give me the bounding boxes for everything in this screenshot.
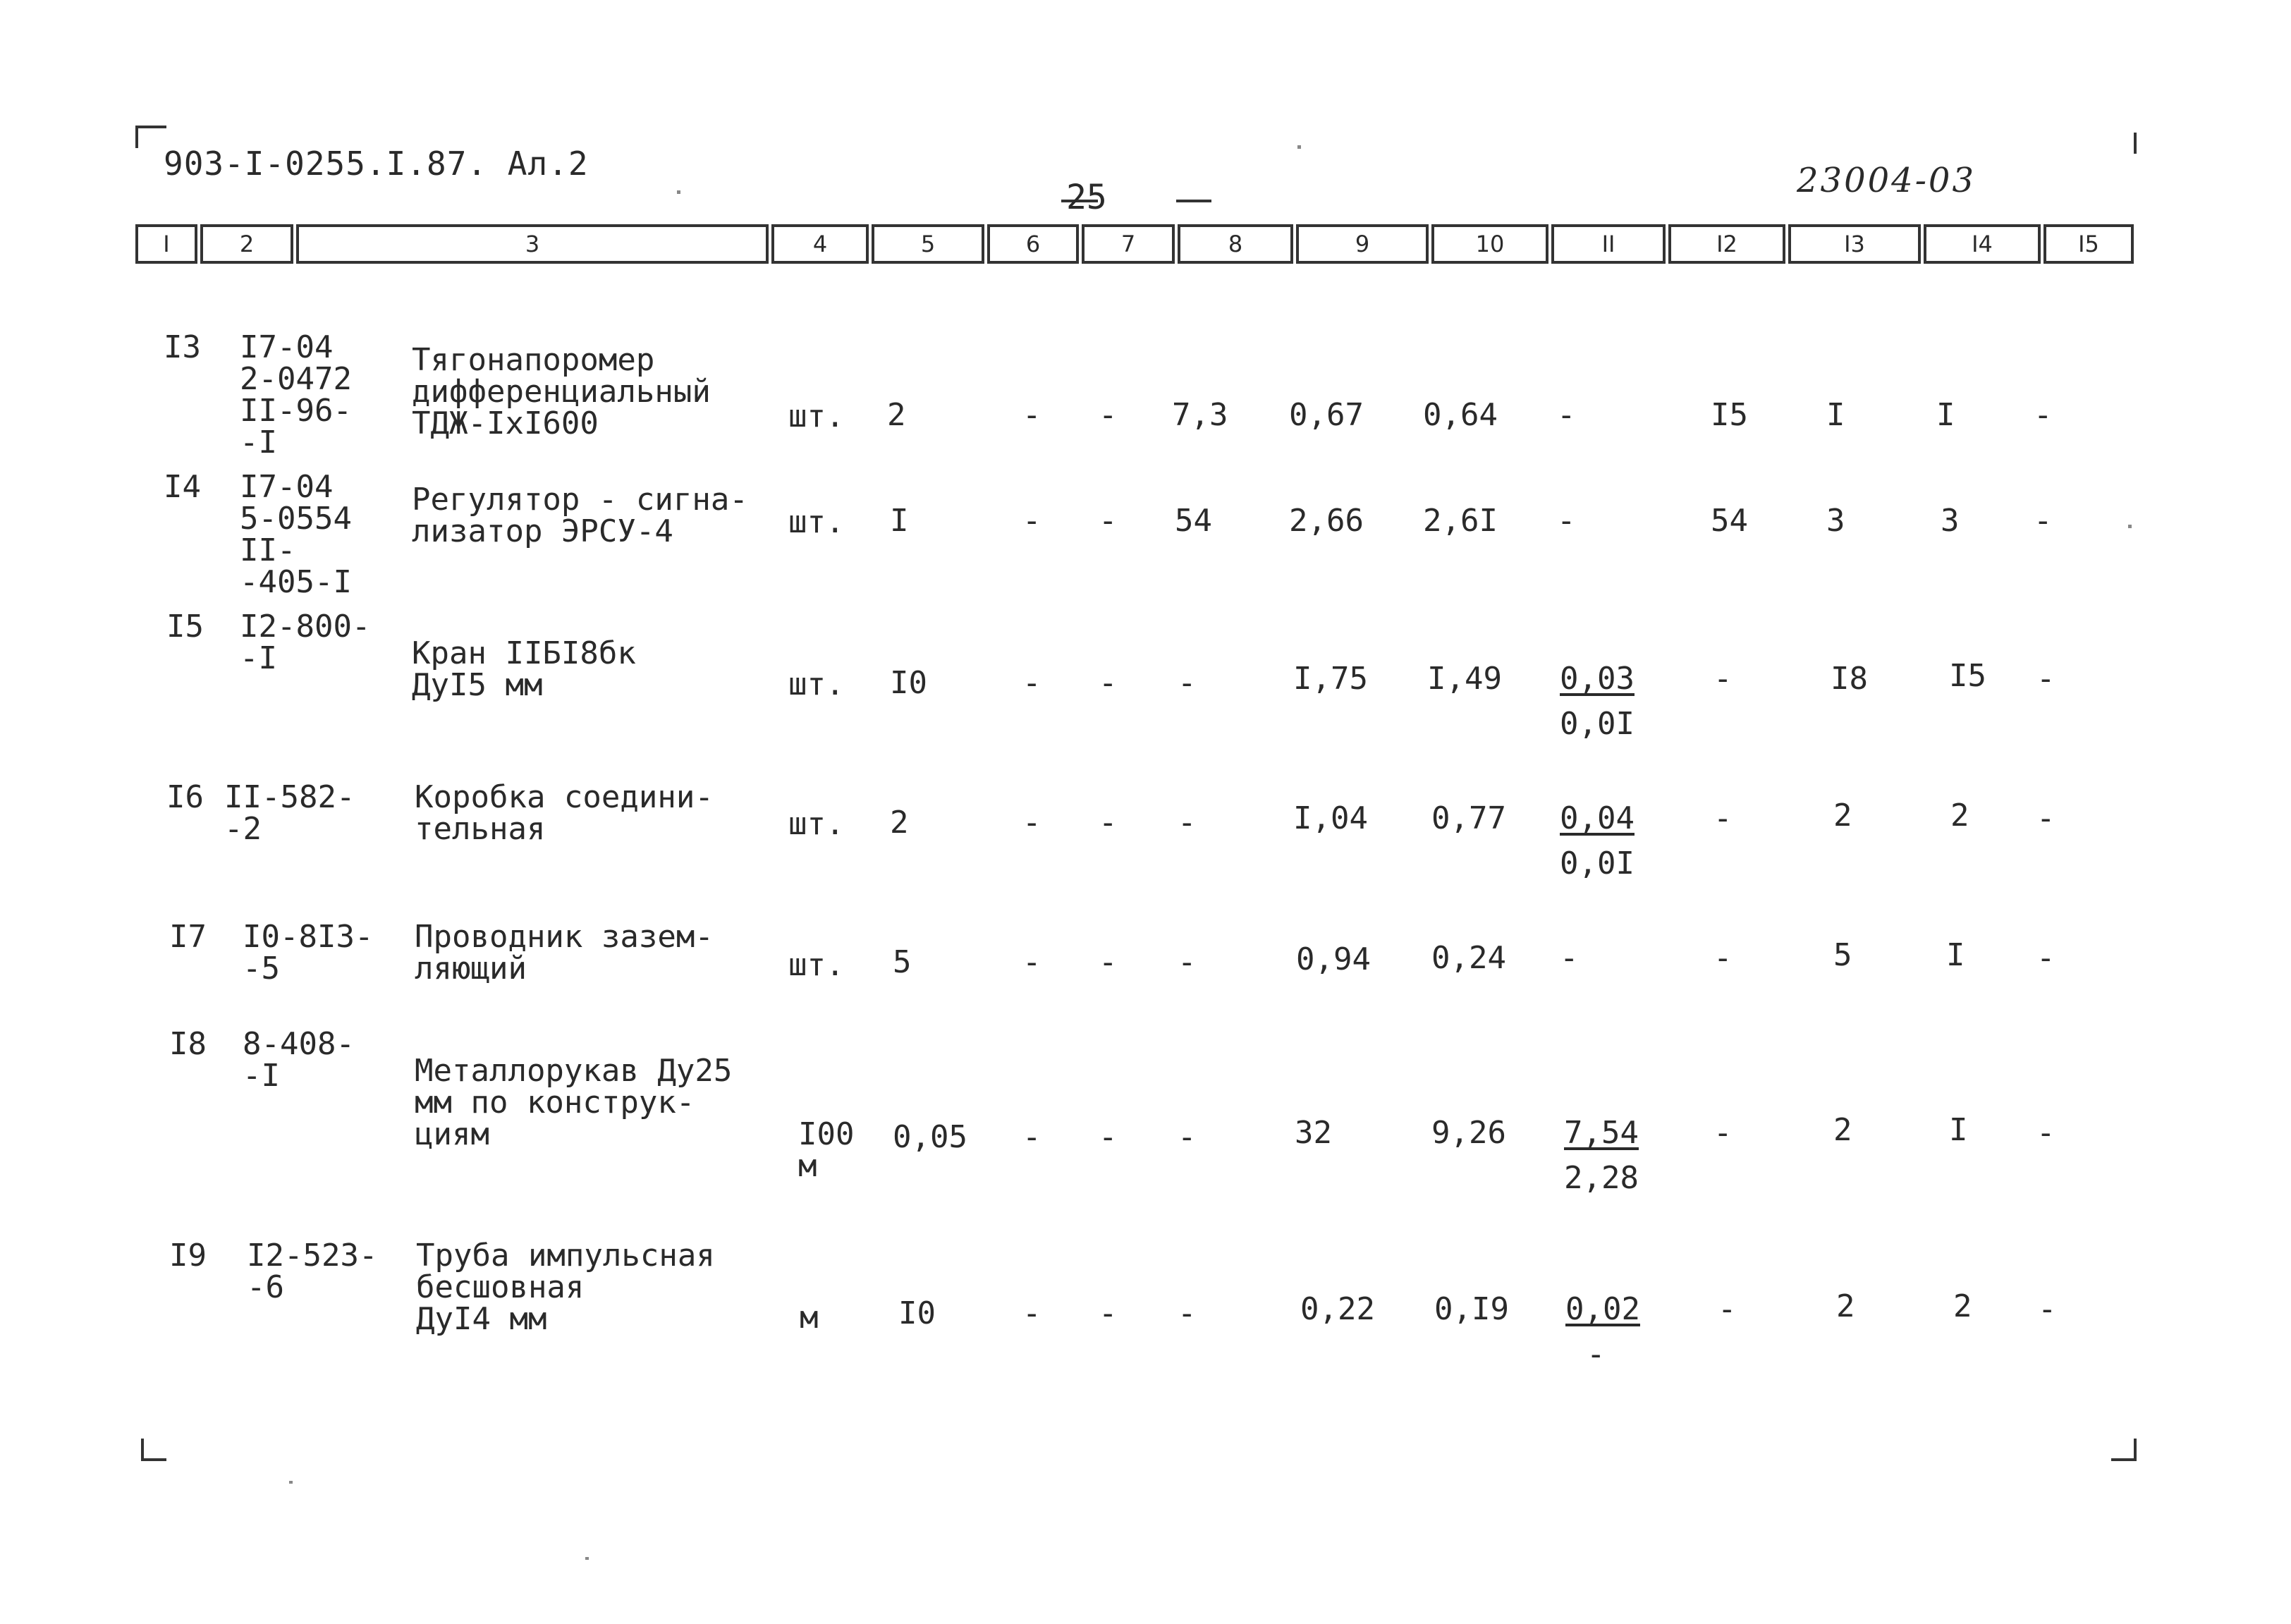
- column-header-8: 8: [1178, 224, 1293, 264]
- column-header-10: 10: [1431, 224, 1548, 264]
- column-header-5: 5: [872, 224, 984, 264]
- col-13-value: 3: [1826, 503, 1845, 539]
- row-number: I5: [166, 609, 204, 645]
- col-11-secondary: 2,28: [1564, 1160, 1639, 1196]
- col-12-value: -: [1718, 1291, 1737, 1327]
- col-11-value: -: [1557, 503, 1576, 539]
- col-13-value: 2: [1836, 1288, 1855, 1324]
- col-9-value: I,75: [1293, 661, 1368, 697]
- item-name: Коробка соедини- тельная: [415, 779, 714, 847]
- crop-mark-bottom-left-h: [141, 1458, 166, 1461]
- item-name: Регулятор - сигна- лизатор ЭРСУ-4: [412, 482, 748, 549]
- column-header-4: 4: [771, 224, 869, 264]
- col-14-value: 2: [1953, 1288, 1972, 1324]
- column-header-12: I2: [1668, 224, 1785, 264]
- col-11-secondary: 0,0I: [1560, 845, 1635, 881]
- col-12-value: -: [1713, 661, 1733, 697]
- col-10-value: 2,6I: [1423, 503, 1498, 539]
- scan-speck: [1297, 145, 1301, 149]
- col-15-value: -: [2034, 397, 2053, 433]
- unit: шт.: [788, 806, 845, 842]
- norm-code: I2-523- -6: [247, 1238, 378, 1305]
- col-6-value: -: [1022, 397, 1041, 433]
- col-15-value: -: [2036, 800, 2055, 836]
- column-header-1: I: [135, 224, 197, 264]
- handwritten-code: 23004-03: [1797, 161, 1976, 200]
- row-number: I4: [164, 469, 201, 505]
- column-header-3: 3: [296, 224, 769, 264]
- col-11-value: 7,54: [1564, 1115, 1639, 1151]
- unit: шт.: [788, 504, 845, 540]
- item-name: Проводник зазем- ляющий: [415, 919, 714, 987]
- row-number: I8: [169, 1026, 207, 1062]
- norm-code: I7-04 5-0554 II- -405-I: [240, 469, 352, 600]
- quantity: 5: [893, 944, 912, 980]
- col-13-value: 2: [1833, 798, 1852, 834]
- quantity: 2: [887, 397, 906, 433]
- col-8-value: -: [1178, 1295, 1197, 1331]
- col-12-value: -: [1713, 800, 1733, 836]
- col-8-value: -: [1178, 944, 1197, 980]
- col-10-value: 9,26: [1431, 1115, 1506, 1151]
- col-6-value: -: [1022, 1119, 1041, 1155]
- quantity: I0: [890, 665, 927, 701]
- col-15-value: -: [2036, 940, 2055, 976]
- col-11-value: 0,02: [1565, 1291, 1640, 1327]
- col-15-value: -: [2034, 503, 2053, 539]
- col-12-value: I5: [1711, 397, 1748, 433]
- crop-mark-top-left-h: [135, 126, 166, 128]
- col-14-value: 2: [1950, 798, 1969, 834]
- col-15-value: -: [2036, 661, 2055, 697]
- norm-code: I2-800- -I: [240, 609, 371, 676]
- quantity: I0: [898, 1295, 936, 1331]
- unit: I00 м: [798, 1116, 855, 1184]
- norm-code: 8-408- -I: [243, 1026, 355, 1094]
- unit: шт.: [788, 398, 845, 434]
- column-header-row: [135, 224, 2137, 268]
- col-10-value: I,49: [1427, 661, 1502, 697]
- scan-speck: [289, 1481, 293, 1484]
- norm-code: II-582- -2: [224, 779, 355, 847]
- col-6-value: -: [1022, 503, 1041, 539]
- unit: шт.: [788, 947, 845, 983]
- col-13-value: 2: [1833, 1112, 1852, 1148]
- col-9-value: 0,22: [1300, 1291, 1375, 1327]
- col-7-value: -: [1099, 1295, 1118, 1331]
- col-9-value: 32: [1295, 1115, 1332, 1151]
- col-9-value: 0,67: [1289, 397, 1364, 433]
- item-name: Тягонапоромер дифференциальный ТДЖ-IxI600: [412, 342, 711, 441]
- col-9-value: 0,94: [1296, 941, 1371, 977]
- col-14-value: 3: [1941, 503, 1960, 539]
- col-11-value: 0,04: [1560, 800, 1635, 836]
- scan-speck: [677, 190, 680, 194]
- norm-code: I0-8I3- -5: [243, 919, 374, 987]
- col-7-value: -: [1099, 944, 1118, 980]
- page-number: 25: [1066, 178, 1107, 217]
- column-header-7: 7: [1082, 224, 1175, 264]
- item-name: Труба импульсная бесшовная ДуI4 мм: [416, 1238, 715, 1337]
- col-12-value: -: [1713, 940, 1733, 976]
- scan-speck: [585, 1557, 589, 1560]
- col-10-value: 0,I9: [1434, 1291, 1509, 1327]
- col-8-value: -: [1178, 665, 1197, 701]
- unit: м: [800, 1300, 819, 1336]
- col-8-value: -: [1178, 1119, 1197, 1155]
- col-7-value: -: [1099, 665, 1118, 701]
- scan-speck: [2128, 525, 2132, 528]
- col-10-value: 0,77: [1431, 800, 1506, 836]
- col-11-value: -: [1560, 940, 1579, 976]
- column-header-14: I4: [1924, 224, 2041, 264]
- col-6-value: -: [1022, 1295, 1041, 1331]
- col-14-value: I: [1949, 1112, 1968, 1148]
- page-number-dash-right: [1176, 200, 1211, 202]
- col-6-value: -: [1022, 665, 1041, 701]
- column-header-11: II: [1551, 224, 1666, 264]
- col-7-value: -: [1099, 503, 1118, 539]
- col-14-value: I: [1936, 397, 1955, 433]
- col-11-value: -: [1557, 397, 1576, 433]
- column-header-2: 2: [200, 224, 293, 264]
- crop-mark-top-left-v: [135, 126, 138, 148]
- col-15-value: -: [2036, 1115, 2055, 1151]
- column-header-15: I5: [2043, 224, 2134, 264]
- column-header-13: I3: [1788, 224, 1921, 264]
- quantity: I: [890, 503, 909, 539]
- unit: шт.: [788, 666, 845, 702]
- row-number: I7: [169, 919, 207, 955]
- col-10-value: 0,64: [1423, 397, 1498, 433]
- col-10-value: 0,24: [1431, 940, 1506, 976]
- col-9-value: I,04: [1293, 800, 1368, 836]
- col-12-value: -: [1713, 1115, 1733, 1151]
- quantity: 2: [890, 805, 909, 841]
- col-11-secondary: 0,0I: [1560, 706, 1635, 742]
- col-15-value: -: [2038, 1291, 2057, 1327]
- col-9-value: 2,66: [1289, 503, 1364, 539]
- col-6-value: -: [1022, 805, 1041, 841]
- col-8-value: 7,3: [1172, 397, 1228, 433]
- col-7-value: -: [1099, 397, 1118, 433]
- col-13-value: 5: [1833, 937, 1852, 973]
- quantity: 0,05: [893, 1119, 967, 1155]
- norm-code: I7-04 2-0472 II-96- -I: [240, 329, 352, 460]
- col-8-value: 54: [1175, 503, 1212, 539]
- crop-mark-bottom-right-h: [2111, 1458, 2137, 1461]
- row-number: I9: [169, 1238, 207, 1274]
- col-7-value: -: [1099, 805, 1118, 841]
- item-name: Кран IIБI8бк ДуI5 мм: [412, 635, 636, 703]
- col-11-secondary: -: [1587, 1336, 1606, 1372]
- crop-mark-top-right: [2134, 133, 2137, 154]
- col-8-value: -: [1178, 805, 1197, 841]
- row-number: I3: [164, 329, 201, 365]
- col-14-value: I: [1946, 937, 1965, 973]
- col-14-value: I5: [1949, 658, 1986, 694]
- col-7-value: -: [1099, 1119, 1118, 1155]
- row-number: I6: [166, 779, 204, 815]
- col-13-value: I8: [1831, 661, 1868, 697]
- column-header-9: 9: [1296, 224, 1429, 264]
- column-header-6: 6: [987, 224, 1079, 264]
- col-6-value: -: [1022, 944, 1041, 980]
- document-code: 903-I-0255.I.87. Ал.2: [164, 145, 589, 183]
- col-12-value: 54: [1711, 503, 1748, 539]
- item-name: Металлорукав Ду25 мм по конструк- циям: [415, 1053, 733, 1152]
- col-11-value: 0,03: [1560, 661, 1635, 697]
- col-13-value: I: [1826, 397, 1845, 433]
